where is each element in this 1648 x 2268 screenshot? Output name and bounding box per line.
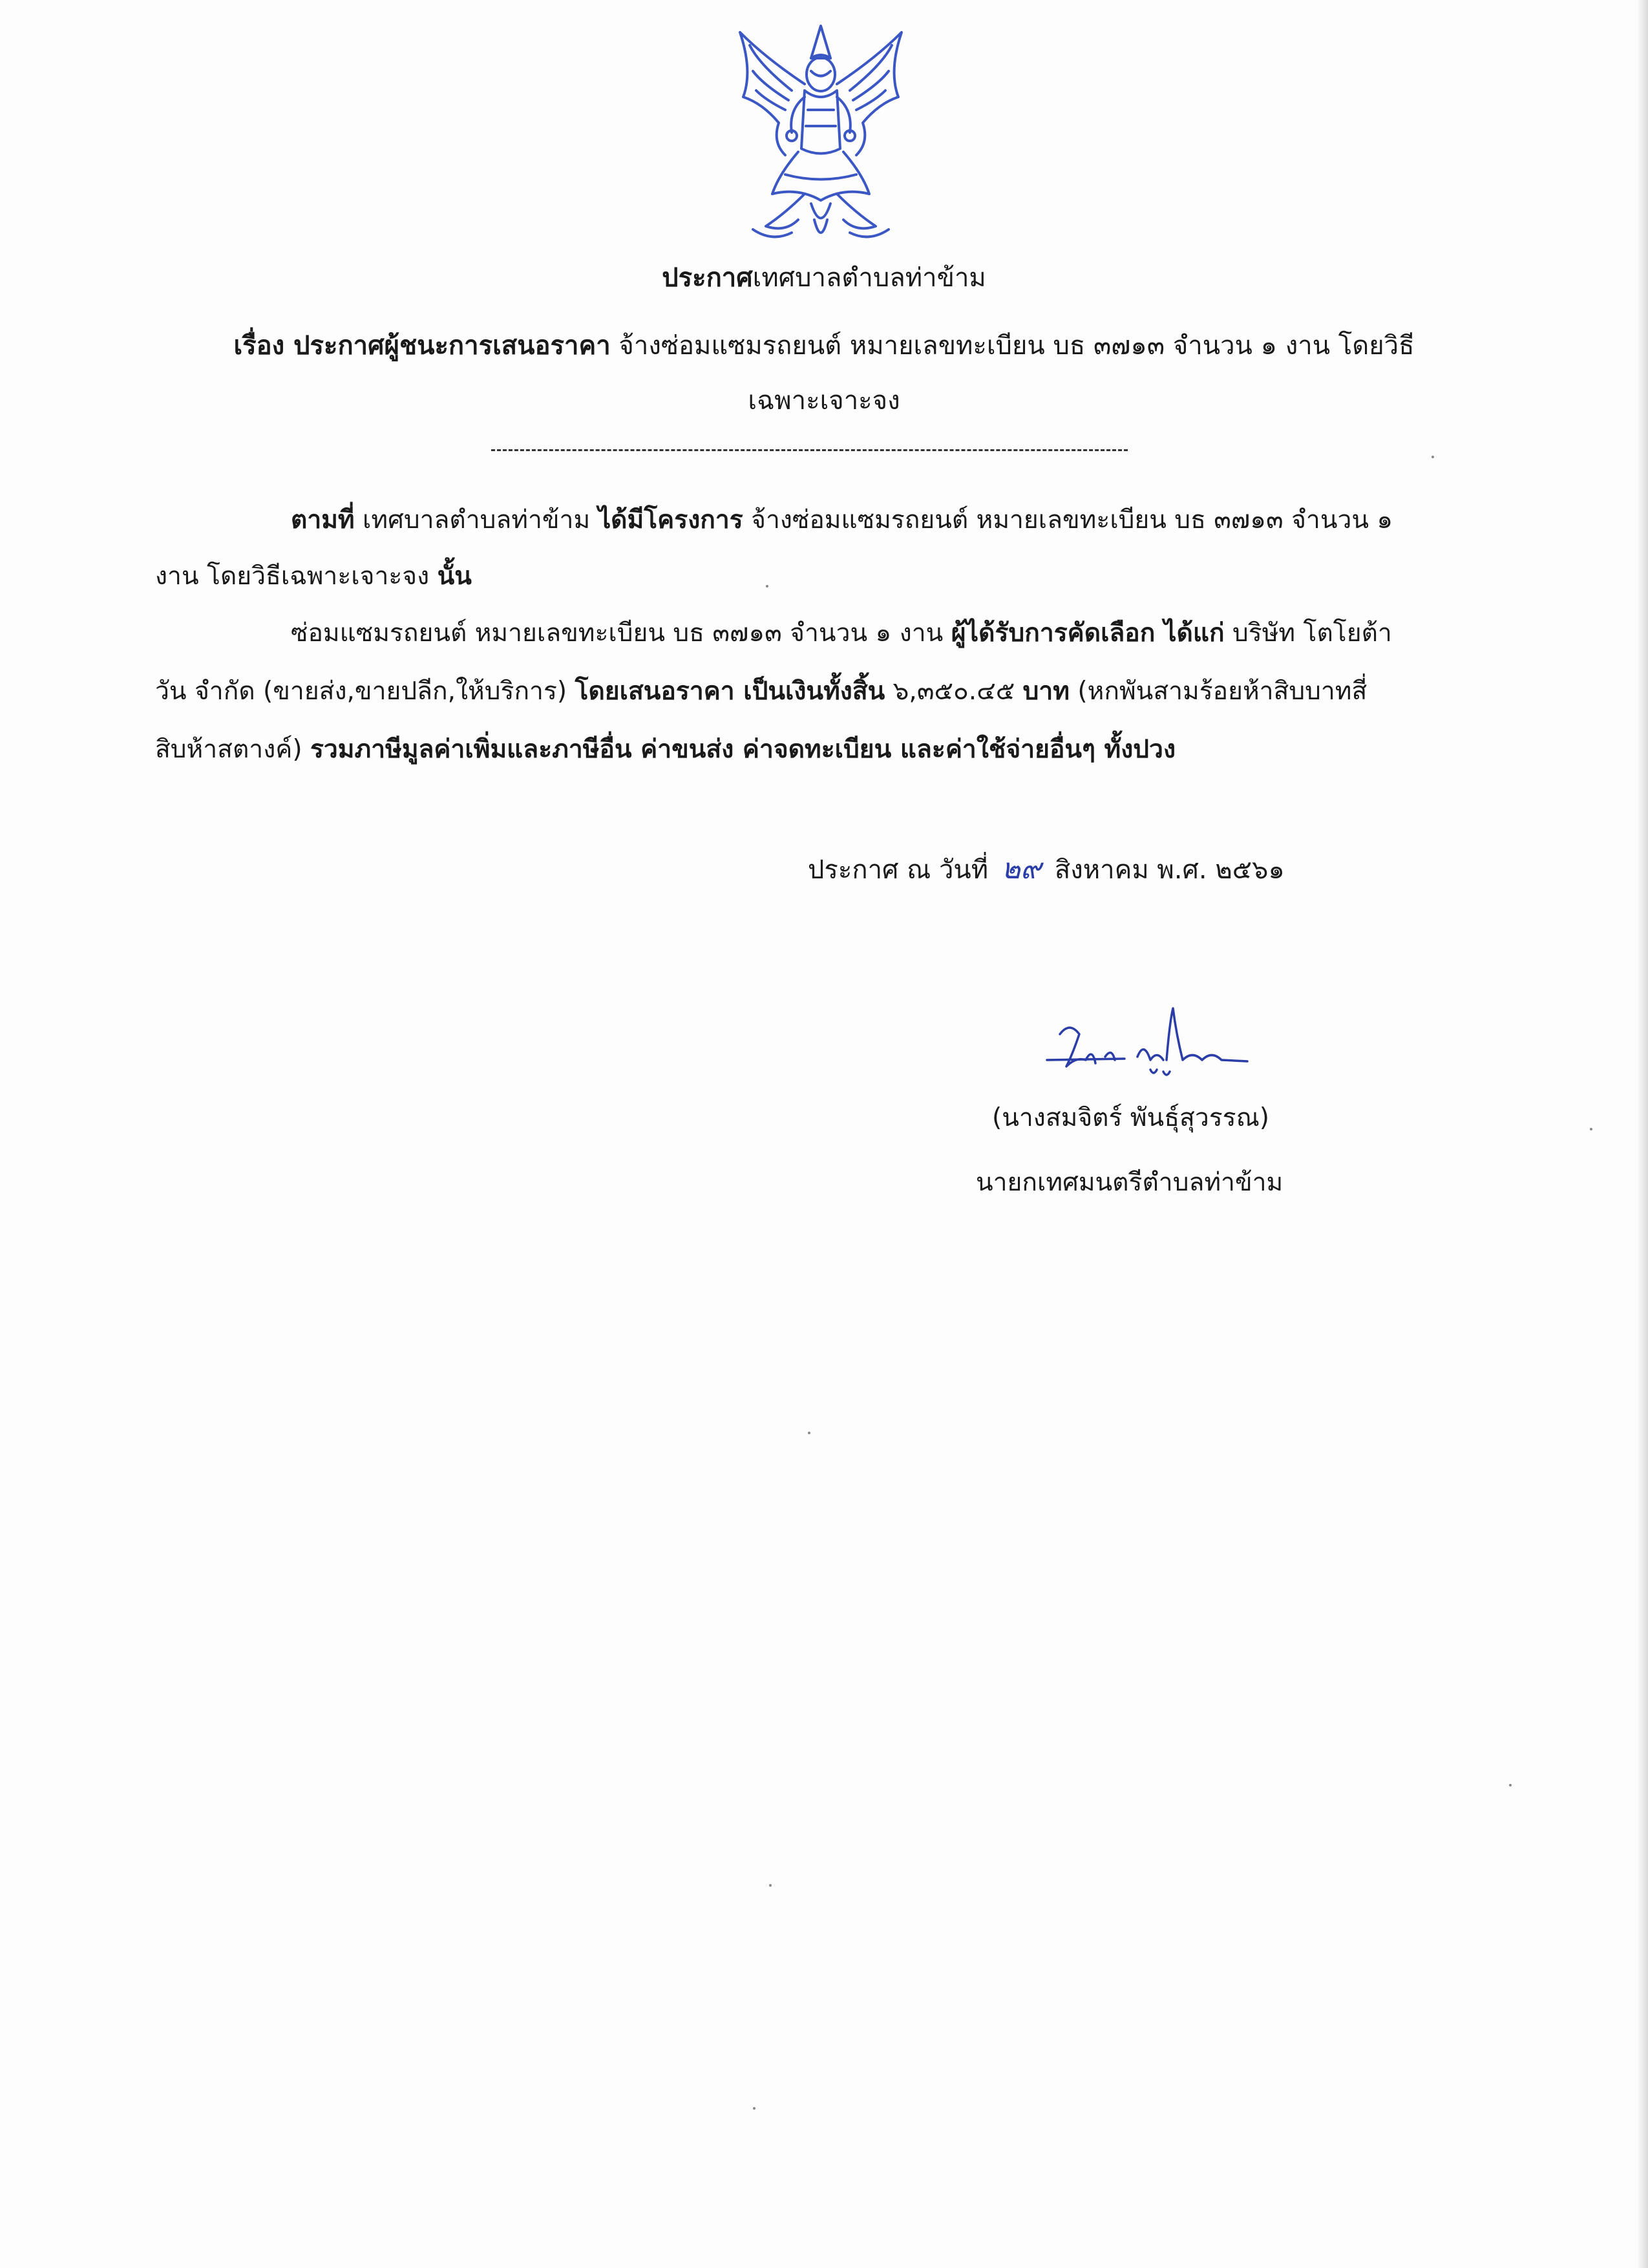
- date-month-year: สิงหาคม พ.ศ. ๒๕๖๑: [1054, 855, 1285, 885]
- date-prefix: ประกาศ ณ วันที่: [808, 855, 989, 885]
- issuer-rest: เทศบาลตำบลท่าข้าม: [752, 263, 986, 293]
- para2-line1: [291, 614, 1392, 653]
- para1-line1: [291, 501, 1393, 540]
- subject-line2-text: เฉพาะเจาะจง: [748, 386, 900, 416]
- para2-line3: [155, 730, 1176, 769]
- para2-l3-a: สิบห้าสตางค์): [155, 735, 310, 764]
- para2-l1-a: ซ่อมแซมรถยนต์ หมายเลขทะเบียน บธ ๓๗๑๓ จำนวน ๑ งาน: [291, 619, 951, 648]
- para2-l3-b: รวมภาษีมูลค่าเพิ่มและภาษีอื่น ค่าขนส่ง ค่าจดทะเบียน และค่าใช้จ่ายอื่นๆ ทั้งปวง: [310, 735, 1176, 764]
- issuer-line: [129, 259, 1519, 297]
- para2-l1-b: ผู้ได้รับการคัดเลือก ได้แก่: [951, 619, 1225, 648]
- para1-line2: [155, 557, 472, 596]
- para2-l2-d: บาท: [1022, 677, 1070, 706]
- subject-rest: จ้างซ่อมแซมรถยนต์ หมายเลขทะเบียน บธ ๓๗๑๓ จำนวน ๑ งาน โดยวิธี: [610, 331, 1415, 361]
- header-divider: [491, 449, 1128, 451]
- para2-l2-c: ๖,๓๕๐.๔๕: [885, 677, 1023, 706]
- para2-line2: [155, 672, 1367, 711]
- scan-speck: [1509, 1784, 1512, 1786]
- para1-l1-d: จ้างซ่อมแซมรถยนต์ หมายเลขทะเบียน บธ ๓๗๑๓ จำนวน ๑: [743, 505, 1393, 535]
- para1-l1-b: เทศบาลตำบลท่าข้าม: [354, 505, 598, 535]
- para1-l2-b: นั้น: [437, 562, 472, 591]
- scan-speck: [1590, 1128, 1592, 1130]
- para2-l2-b: โดยเสนอราคา เป็นเงินทั้งสิ้น: [575, 677, 885, 706]
- para2-l1-c: บริษัท โตโยต้า: [1224, 619, 1392, 648]
- para1-l2-a: งาน โดยวิธีเฉพาะเจาะจง: [155, 562, 438, 591]
- para2-l2-a: วัน จำกัด (ขายส่ง,ขายปลีก,ให้บริการ): [155, 677, 575, 706]
- signature-icon: [1034, 995, 1267, 1092]
- para1-l1-a: ตามที่: [291, 505, 355, 535]
- garuda-emblem-icon: [714, 19, 927, 252]
- scan-speck: [766, 585, 768, 588]
- issuer-bold: ประกาศ: [662, 263, 753, 293]
- signatory-name: (นางสมจิตร์ พันธุ์สุวรรณ): [992, 1103, 1270, 1132]
- subject-line: [129, 326, 1519, 365]
- scan-edge-shadow: [1636, 0, 1648, 2268]
- para1-l1-c: ได้มีโครงการ: [598, 505, 743, 535]
- subject-bold: เรื่อง ประกาศผู้ชนะการเสนอราคา: [233, 331, 611, 361]
- scan-speck: [808, 1432, 810, 1434]
- scan-speck: [753, 2107, 755, 2110]
- date-day-handwritten: ๒๙: [1001, 853, 1042, 885]
- scan-speck: [1431, 456, 1434, 458]
- signatory-title: นายกเทศมนตรีตำบลท่าข้าม: [976, 1168, 1284, 1197]
- para2-l2-e: (หกพันสามร้อยห้าสิบบาทสี่: [1070, 677, 1368, 706]
- announcement-date: [808, 850, 1285, 889]
- scan-speck: [769, 1884, 772, 1887]
- subject-line-2: [129, 381, 1519, 420]
